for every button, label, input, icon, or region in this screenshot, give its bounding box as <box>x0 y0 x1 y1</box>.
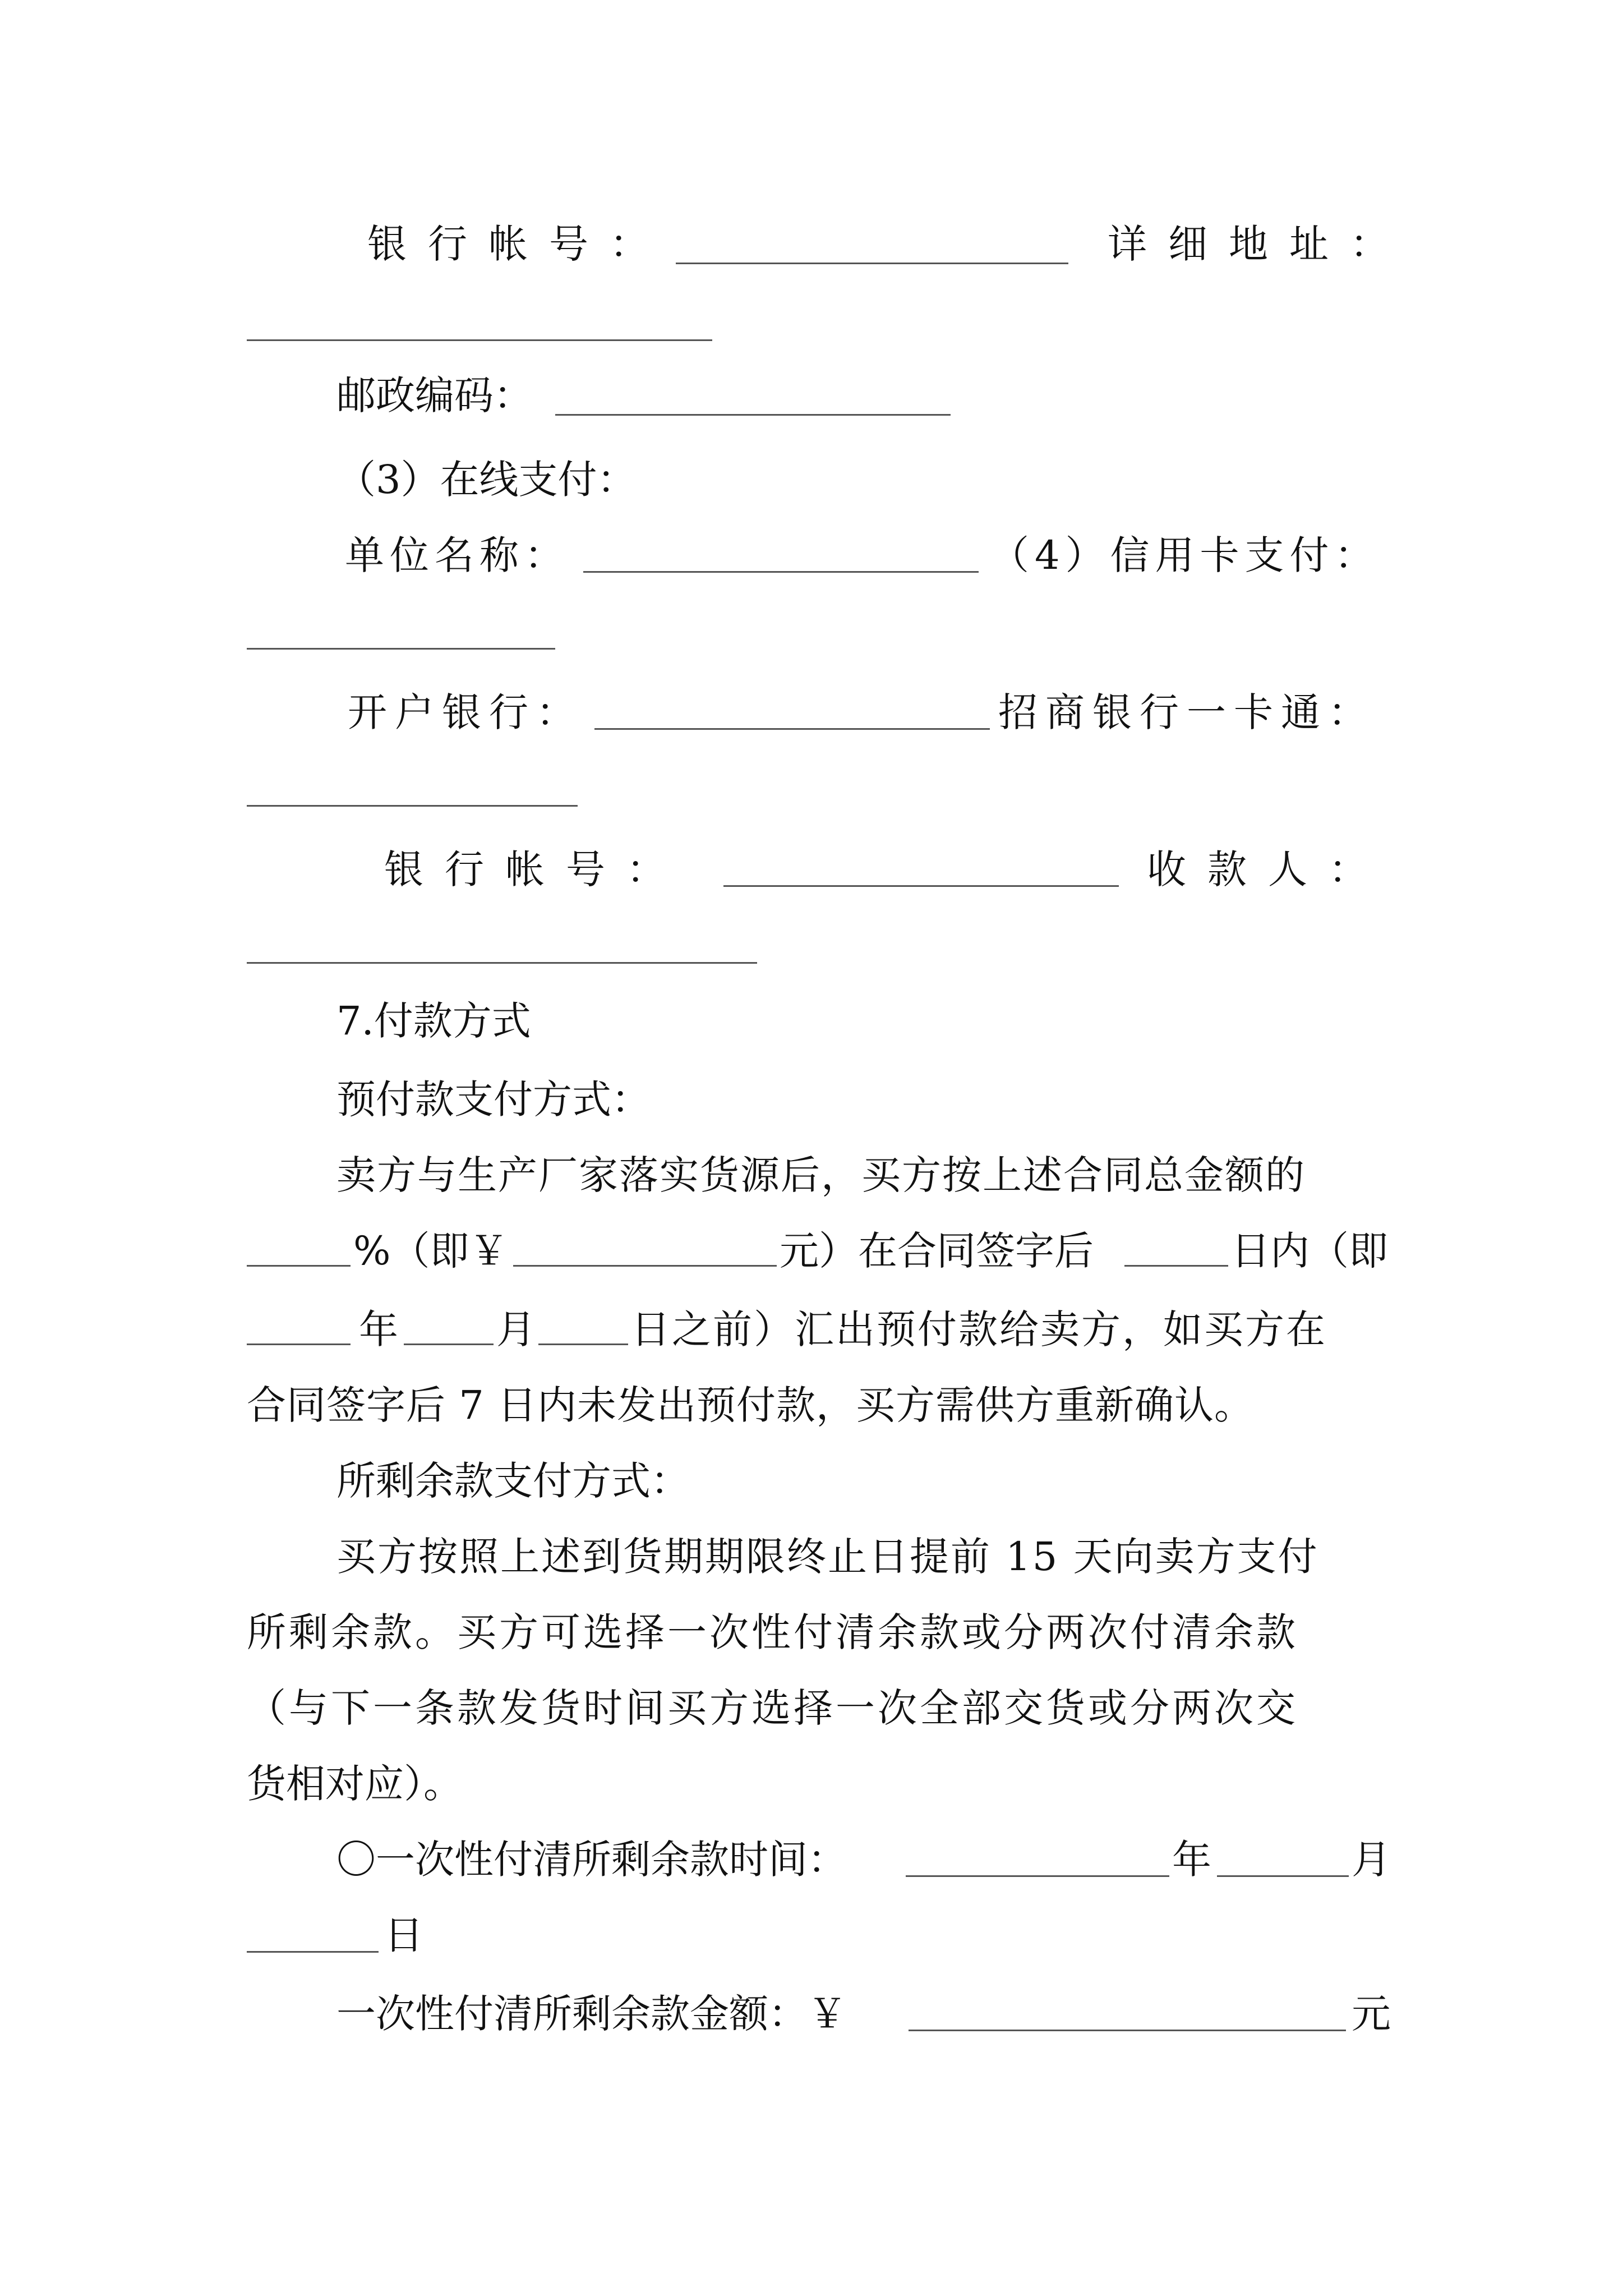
credit-card-field[interactable] <box>247 648 555 650</box>
one-time-year-text: 年 <box>1172 1837 1211 1883</box>
prepay-year-text: 年 <box>359 1306 398 1352</box>
cc-account-label: 银行帐号： <box>384 846 687 892</box>
bank-account-field[interactable] <box>676 263 1068 264</box>
unit-name-label: 单位名称： <box>345 532 569 578</box>
prepay-within-text: 元）在合同签字后 <box>780 1228 1094 1274</box>
payee-label: 收款人： <box>1147 846 1389 892</box>
balance-text-line-3: （与下一条款发货时间买方选择一次全部交货或分两次交 <box>247 1685 1298 1731</box>
one-time-month-field[interactable] <box>1217 1875 1349 1877</box>
prepay-deadline-text: 日之前）汇出预付款给卖方，如买方在 <box>631 1306 1327 1352</box>
prepay-day-field[interactable] <box>538 1343 628 1345</box>
one-time-month-text: 月 <box>1352 1837 1391 1883</box>
open-bank-label: 开户银行： <box>348 689 583 735</box>
one-time-amount-label: 一次性付清所剩余款金额：￥ <box>336 1991 847 2037</box>
payee-field[interactable] <box>247 962 757 964</box>
address-field[interactable] <box>247 339 712 341</box>
one-time-date-label: 〇一次性付清所剩余款时间： <box>336 1837 847 1883</box>
open-bank-field[interactable] <box>594 728 990 730</box>
prepay-percent-text: %（即￥ <box>353 1228 509 1274</box>
one-time-year-field[interactable] <box>906 1875 1169 1877</box>
credit-card-heading: （4）信用卡支付： <box>990 532 1380 578</box>
balance-text-line-1: 买方按照上述到货期期限终止日提前 15 天向卖方支付 <box>336 1534 1319 1580</box>
postcode-label: 邮政编码： <box>336 372 533 418</box>
prepay-days-field[interactable] <box>1124 1265 1228 1267</box>
prepay-text-line-1: 卖方与生产厂家落实货源后，买方按上述合同总金额的 <box>336 1152 1306 1198</box>
prepay-text-line-4: 合同签字后 7 日内未发出预付款，买方需供方重新确认。 <box>247 1382 1255 1428</box>
cmb-card-field[interactable] <box>247 805 578 807</box>
prepay-percent-field[interactable] <box>247 1265 351 1267</box>
online-payment-heading: （3）在线支付： <box>336 457 637 503</box>
cmb-card-label: 招商银行一卡通： <box>998 689 1375 735</box>
one-time-amount-field[interactable] <box>909 2030 1346 2031</box>
prepay-days-text: 日内（即 <box>1231 1228 1388 1274</box>
bank-account-label: 银行帐号： <box>367 221 670 267</box>
cc-account-field[interactable] <box>723 885 1119 887</box>
unit-name-field[interactable] <box>583 571 979 573</box>
prepay-heading: 预付款支付方式： <box>336 1076 651 1122</box>
postcode-field[interactable] <box>555 414 951 416</box>
prepay-year-field[interactable] <box>247 1343 351 1345</box>
prepay-amount-field[interactable] <box>513 1265 777 1267</box>
balance-text-line-2: 所剩余款。买方可选择一次性付清余款或分两次付清余款 <box>247 1609 1298 1655</box>
prepay-month-field[interactable] <box>404 1343 494 1345</box>
one-time-day-field[interactable] <box>247 1951 379 1953</box>
balance-heading: 所剩余款支付方式： <box>336 1458 690 1504</box>
section-title: 7.付款方式 <box>336 998 531 1044</box>
prepay-month-text: 月 <box>496 1306 536 1352</box>
balance-text-line-4: 货相对应）。 <box>247 1761 463 1807</box>
address-label: 详细地址： <box>1108 221 1410 267</box>
one-time-day-text: 日 <box>384 1912 423 1958</box>
one-time-amount-unit: 元 <box>1352 1991 1391 2037</box>
